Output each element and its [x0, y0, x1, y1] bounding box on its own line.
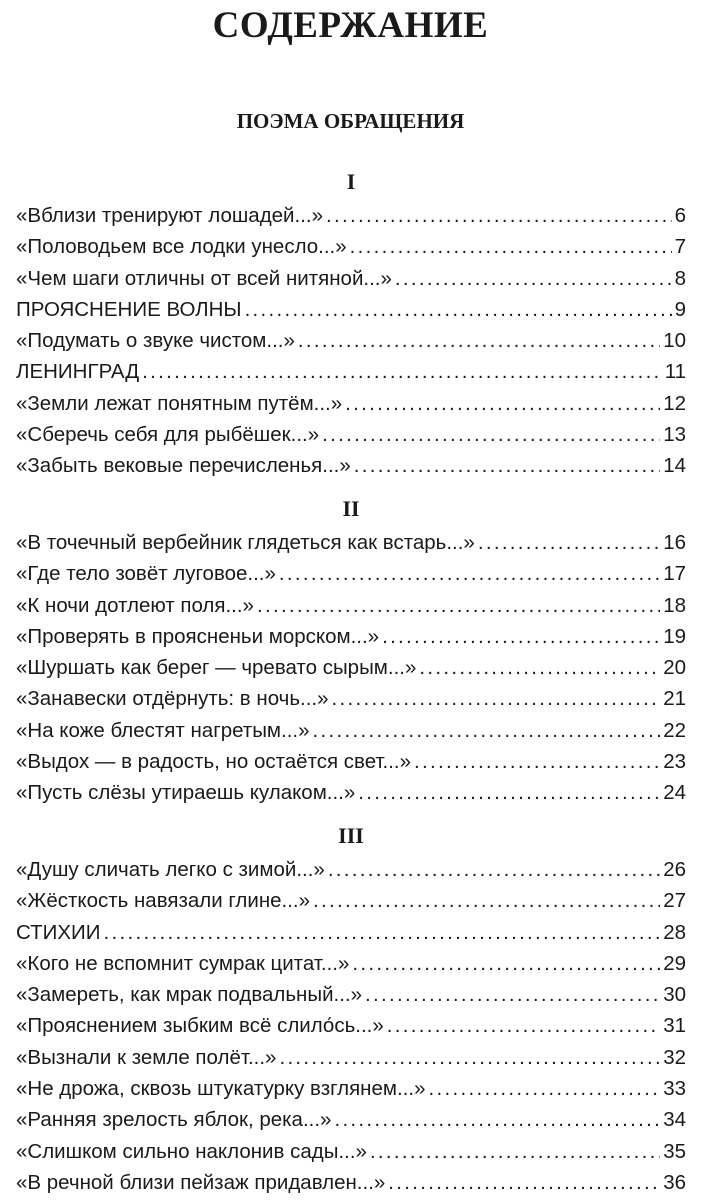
dot-leader: [245, 294, 672, 325]
toc-entry[interactable]: [16, 419, 686, 450]
toc-entry[interactable]: [16, 746, 686, 777]
toc-entry[interactable]: [16, 885, 686, 916]
dot-leader: [352, 948, 660, 979]
dot-leader: [354, 450, 660, 481]
entry-title: «Сберечь себя для рыбёшек...»: [16, 423, 320, 447]
dot-leader: [358, 777, 660, 808]
toc-entry-list: [16, 527, 686, 809]
toc-entry[interactable]: [16, 1167, 686, 1198]
toc-entry[interactable]: [16, 683, 686, 714]
entry-page-number: 35: [663, 1139, 686, 1163]
entry-title: «Жёсткость навязали глине...»: [16, 889, 311, 913]
entry-page-number: 27: [663, 889, 686, 913]
entry-title: «Выдох — в радость, но остаётся свет...»: [16, 750, 412, 774]
entry-page-number: 22: [663, 718, 686, 742]
entry-title: «Забыть вековые перечисленья...»: [16, 454, 351, 478]
part-numeral: III: [338, 823, 364, 848]
page-title: СОДЕРЖАНИЕ: [212, 5, 489, 46]
entry-title: «Вблизи тренируют лошадей...»: [16, 204, 323, 227]
entry-page-number: 31: [663, 1014, 686, 1038]
toc-entry[interactable]: [16, 652, 686, 683]
entry-page-number: 26: [663, 858, 686, 881]
entry-title: «Подумать о звуке чистом...»: [16, 329, 295, 353]
entry-title: «Вызнали к земле полёт...»: [16, 1045, 277, 1069]
dot-leader: [332, 683, 661, 714]
dot-leader: [142, 356, 662, 387]
dot-leader: [298, 325, 660, 356]
entry-title: ЛЕНИНГРАД: [16, 360, 140, 384]
entry-page-number: 14: [663, 454, 686, 478]
dot-leader: [279, 558, 660, 589]
dot-leader: [313, 715, 661, 746]
entry-title: «Ранняя зрелость яблок, река...»: [16, 1108, 332, 1132]
toc-part-3: [16, 818, 686, 1198]
toc-entry[interactable]: [16, 450, 686, 481]
dot-leader: [326, 200, 672, 231]
entry-page-number: 10: [663, 329, 686, 353]
entry-page-number: 17: [663, 562, 686, 586]
entry-title: «Где тело зовёт луговое...»: [16, 562, 276, 586]
dot-leader: [365, 979, 660, 1010]
section-title: ПОЭМА ОБРАЩЕНИЯ: [236, 109, 465, 133]
toc-entry[interactable]: [16, 917, 686, 948]
dot-leader: [395, 263, 672, 294]
entry-page-number: 20: [663, 656, 686, 680]
dot-leader: [387, 1010, 660, 1041]
dot-leader: [328, 854, 660, 885]
dot-leader: [104, 917, 661, 948]
toc-entry-list: [16, 854, 686, 1198]
toc-entry[interactable]: [16, 1010, 686, 1041]
toc-entry[interactable]: [16, 325, 686, 356]
dot-leader: [429, 1073, 661, 1104]
part-numeral: I: [346, 169, 356, 194]
toc-entry[interactable]: [16, 1136, 686, 1167]
entry-title: «Занавески отдёрнуть: в ночь...»: [16, 687, 329, 711]
dot-leader: [414, 746, 660, 777]
toc-entry[interactable]: [16, 558, 686, 589]
entry-page-number: 32: [663, 1045, 686, 1069]
entry-title: «Душу сличать легко с зимой...»: [16, 858, 325, 881]
entry-title: «Чем шаги отличны от всей нитяной...»: [16, 266, 392, 290]
entry-page-number: 9: [674, 297, 686, 321]
toc-entry[interactable]: [16, 948, 686, 979]
entry-page-number: 7: [674, 235, 686, 259]
entry-page-number: 33: [663, 1077, 686, 1101]
toc-entry[interactable]: [16, 777, 686, 808]
entry-title: «Шуршать как берег — чревато сырым...»: [16, 656, 417, 680]
toc-entry-list: [16, 200, 686, 482]
toc-entry[interactable]: [16, 356, 686, 387]
entry-page-number: 12: [663, 391, 686, 415]
toc-entry[interactable]: [16, 527, 686, 558]
toc-part-2: [16, 491, 686, 809]
dot-leader: [382, 621, 660, 652]
toc-entry[interactable]: [16, 1104, 686, 1135]
toc-entry[interactable]: [16, 388, 686, 419]
entry-title: «Кого не вспомнит сумрак цитат...»: [16, 951, 350, 975]
entry-title: «Не дрожа, сквозь штукатурку взглянем...»: [16, 1077, 426, 1101]
entry-page-number: 21: [663, 687, 686, 711]
dot-leader: [419, 652, 660, 683]
toc-entry[interactable]: [16, 621, 686, 652]
dot-leader: [279, 1042, 660, 1073]
entry-page-number: 6: [674, 204, 686, 227]
entry-page-number: 29: [663, 951, 686, 975]
entry-title: ПРОЯСНЕНИЕ ВОЛНЫ: [16, 297, 242, 321]
toc-entry[interactable]: [16, 1042, 686, 1073]
toc-entry[interactable]: [16, 200, 686, 231]
entry-page-number: 36: [663, 1170, 686, 1194]
entry-title: «В точечный вербейник глядеться как встарь...»: [16, 531, 475, 554]
toc-entry[interactable]: [16, 231, 686, 262]
entry-page-number: 13: [663, 423, 686, 447]
entry-page-number: 8: [674, 266, 686, 290]
entry-title: «На коже блестят нагретым...»: [16, 718, 310, 742]
entry-page-number: 28: [663, 920, 686, 944]
toc-entry[interactable]: [16, 979, 686, 1010]
entry-page-number: 34: [663, 1108, 686, 1132]
entry-page-number: 30: [663, 983, 686, 1007]
dot-leader: [350, 231, 672, 262]
toc-part-1: [16, 164, 686, 482]
toc-entry[interactable]: [16, 854, 686, 885]
dot-leader: [334, 1104, 660, 1135]
entry-title: «Слишком сильно наклонив сады...»: [16, 1139, 367, 1163]
toc-entry[interactable]: [16, 294, 686, 325]
entry-title: «В речной близи пейзаж придавлен...»: [16, 1170, 386, 1194]
dot-leader: [313, 885, 660, 916]
dot-leader: [478, 527, 660, 558]
dot-leader: [257, 590, 660, 621]
entry-title: «Проверять в проясненьи морском...»: [16, 624, 380, 648]
entry-page-number: 11: [664, 360, 686, 384]
entry-title: «Пусть слёзы утираешь кулаком...»: [16, 781, 356, 805]
entry-title: «Земли лежат понятным путём...»: [16, 391, 343, 415]
entry-page-number: 24: [663, 781, 686, 805]
entry-title: «Замереть, как мрак подвальный...»: [16, 983, 363, 1007]
dot-leader: [370, 1136, 660, 1167]
entry-page-number: 23: [663, 750, 686, 774]
entry-title: «Половодьем все лодки унесло...»: [16, 235, 347, 259]
toc-entry[interactable]: [16, 715, 686, 746]
dot-leader: [322, 419, 660, 450]
entry-title: «Прояснением зыбким всё слило́сь...»: [16, 1014, 384, 1038]
dot-leader: [345, 388, 660, 419]
dot-leader: [388, 1167, 660, 1198]
entry-page-number: 16: [663, 531, 686, 554]
entry-title: «К ночи дотлеют поля...»: [16, 593, 254, 617]
toc-entry[interactable]: [16, 1073, 686, 1104]
entry-title: СТИХИИ: [16, 920, 101, 944]
entry-page-number: 19: [663, 624, 686, 648]
toc-entry[interactable]: [16, 590, 686, 621]
entry-page-number: 18: [663, 593, 686, 617]
part-numeral: II: [342, 496, 360, 521]
toc-entry[interactable]: [16, 263, 686, 294]
